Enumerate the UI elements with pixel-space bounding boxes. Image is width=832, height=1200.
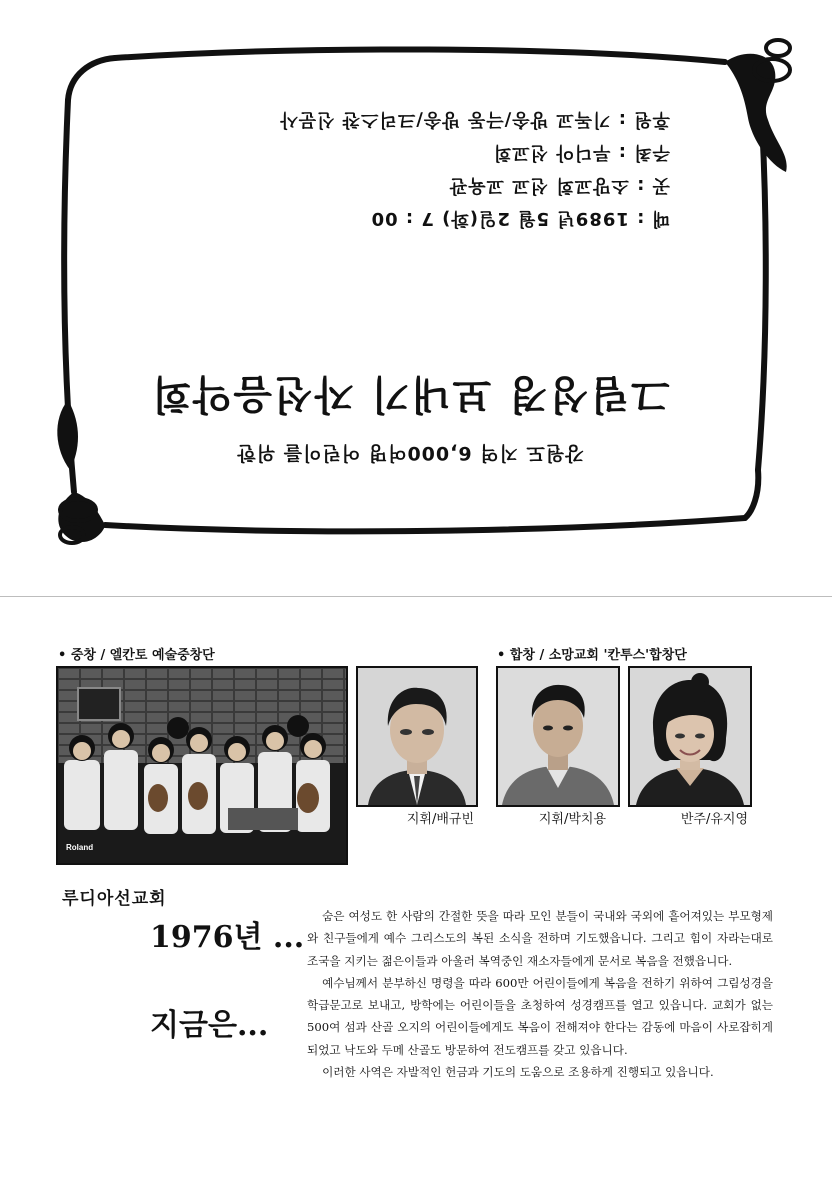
frame-bottom-edge <box>105 518 745 531</box>
church-description <box>307 905 773 1083</box>
portrait-conductor-1 <box>356 666 478 807</box>
portrait-caption-2: 지휘/박치용 <box>538 812 606 827</box>
description-paragraph-3: 이러한 사역은 자발적인 헌금과 기도의 도움으로 조용하게 진행되고 있읍니다. <box>322 1065 714 1080</box>
portrait-caption-1: 지휘/배규빈 <box>406 812 474 827</box>
invitation-text-rotated <box>130 88 690 468</box>
choir-caption: • 합창 / 소망교회 '칸투스'합창단 <box>497 648 687 663</box>
portrait-conductor-2 <box>496 666 620 807</box>
year-heading: 1976년 ... <box>150 920 305 955</box>
church-name: 루디아선교회 <box>62 889 167 909</box>
ensemble-group-photo <box>56 666 348 865</box>
brand-mark: Roland <box>66 843 94 852</box>
ensemble-caption: • 중창 / 엘칸토 예술중창단 <box>58 648 215 663</box>
event-host: 주최 : 루디아 선교회 <box>492 142 670 163</box>
portrait-caption-3: 반주/유지영 <box>680 812 748 827</box>
now-heading: 지금은... <box>150 1008 269 1043</box>
description-paragraph-1: 숨은 여성도 한 사람의 간절한 뜻을 따라 모인 분들이 국내와 국외에 흩어져있는 부모형제와 친구들에게 예수 그리스도의 복된 소식을 전하며 기도했읍니다. 그리고 힘이 자라는대로 조국을 지키는 젊은이들과 아울러 복역중인 재소자들에게 문서로 복음을 전했읍니다. <box>307 909 773 968</box>
event-sponsors: 후원 : 기독교 방송/극동 방송/크리스챤 신문사 <box>279 109 670 130</box>
description-paragraph-2: 예수님께서 분부하신 명령을 따라 600만 어린이들에게 복음을 전하기 위하여 그림성경을 학급문고로 보내고, 방학에는 어린이들을 초청하여 성경캠프를 열고 있읍니다. 교회가 없는 500여 섬과 산골 오지의 어린이들에게도 복음이 전해져야 한다는 감동에 마음이 사로잡히게 되었고 낙도와 두메 산골도 방문하여 전도캠프를 갖고 있읍니다. <box>307 975 773 1057</box>
invitation-subtitle: 강원도 지역 6,000여명 어린이를 위한 <box>236 442 584 464</box>
frame-top-edge <box>115 49 725 62</box>
event-date: 때 : 1989년 5월 2일(화) 7 : 00 <box>370 208 670 229</box>
portrait-accompanist <box>628 666 752 807</box>
invitation-panel <box>0 0 832 590</box>
invitation-title: 그림성경 보내기 자선음악회 <box>150 371 670 417</box>
fold-line <box>0 596 832 597</box>
event-venue: 곳 : 소망교회 선교 교육관 <box>448 175 670 196</box>
